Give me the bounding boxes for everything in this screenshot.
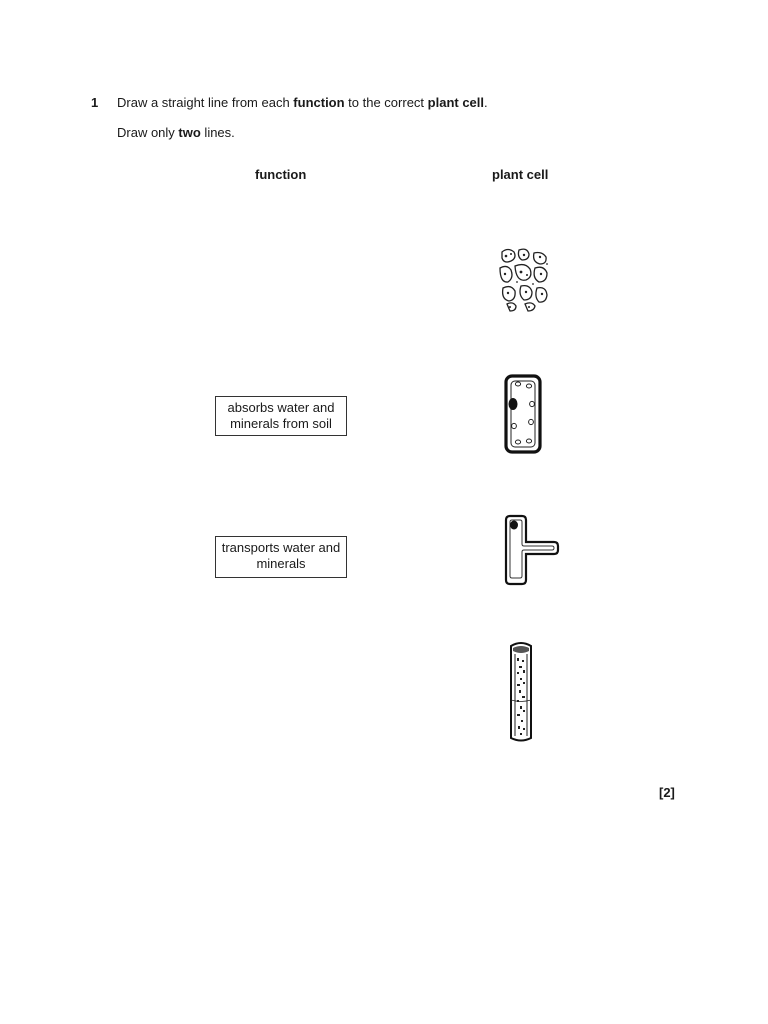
function-column-header: function: [255, 167, 307, 182]
spongy-mesophyll-cell-icon[interactable]: [497, 246, 551, 312]
function-box-text: minerals: [256, 556, 306, 571]
instruction-bold-plant-cell: plant cell: [427, 95, 485, 110]
instruction-text: lines.: [200, 125, 235, 140]
instruction-bold-two: two: [178, 125, 201, 140]
instruction-text: Draw only: [117, 125, 179, 140]
function-box-text: absorbs water and: [227, 400, 335, 415]
instruction-text: to the correct: [344, 95, 428, 110]
function-box-text: minerals from soil: [230, 416, 332, 431]
instruction-text: Draw a straight line from each: [117, 95, 294, 110]
xylem-vessel-icon[interactable]: [508, 640, 534, 744]
question-instruction-secondary: [117, 125, 235, 140]
function-box-text: transports water and: [221, 540, 341, 555]
marks-indicator: [2]: [659, 785, 675, 800]
question-number: 1: [91, 95, 99, 110]
function-box-absorbs[interactable]: [215, 396, 347, 436]
root-hair-cell-icon[interactable]: [502, 513, 560, 587]
instruction-text: .: [484, 95, 488, 110]
instruction-bold-function: function: [293, 95, 345, 110]
plant-cell-column-header: plant cell: [492, 167, 549, 182]
question-instruction: [117, 95, 488, 110]
palisade-cell-icon[interactable]: [504, 374, 542, 454]
function-box-transports[interactable]: [215, 536, 347, 578]
